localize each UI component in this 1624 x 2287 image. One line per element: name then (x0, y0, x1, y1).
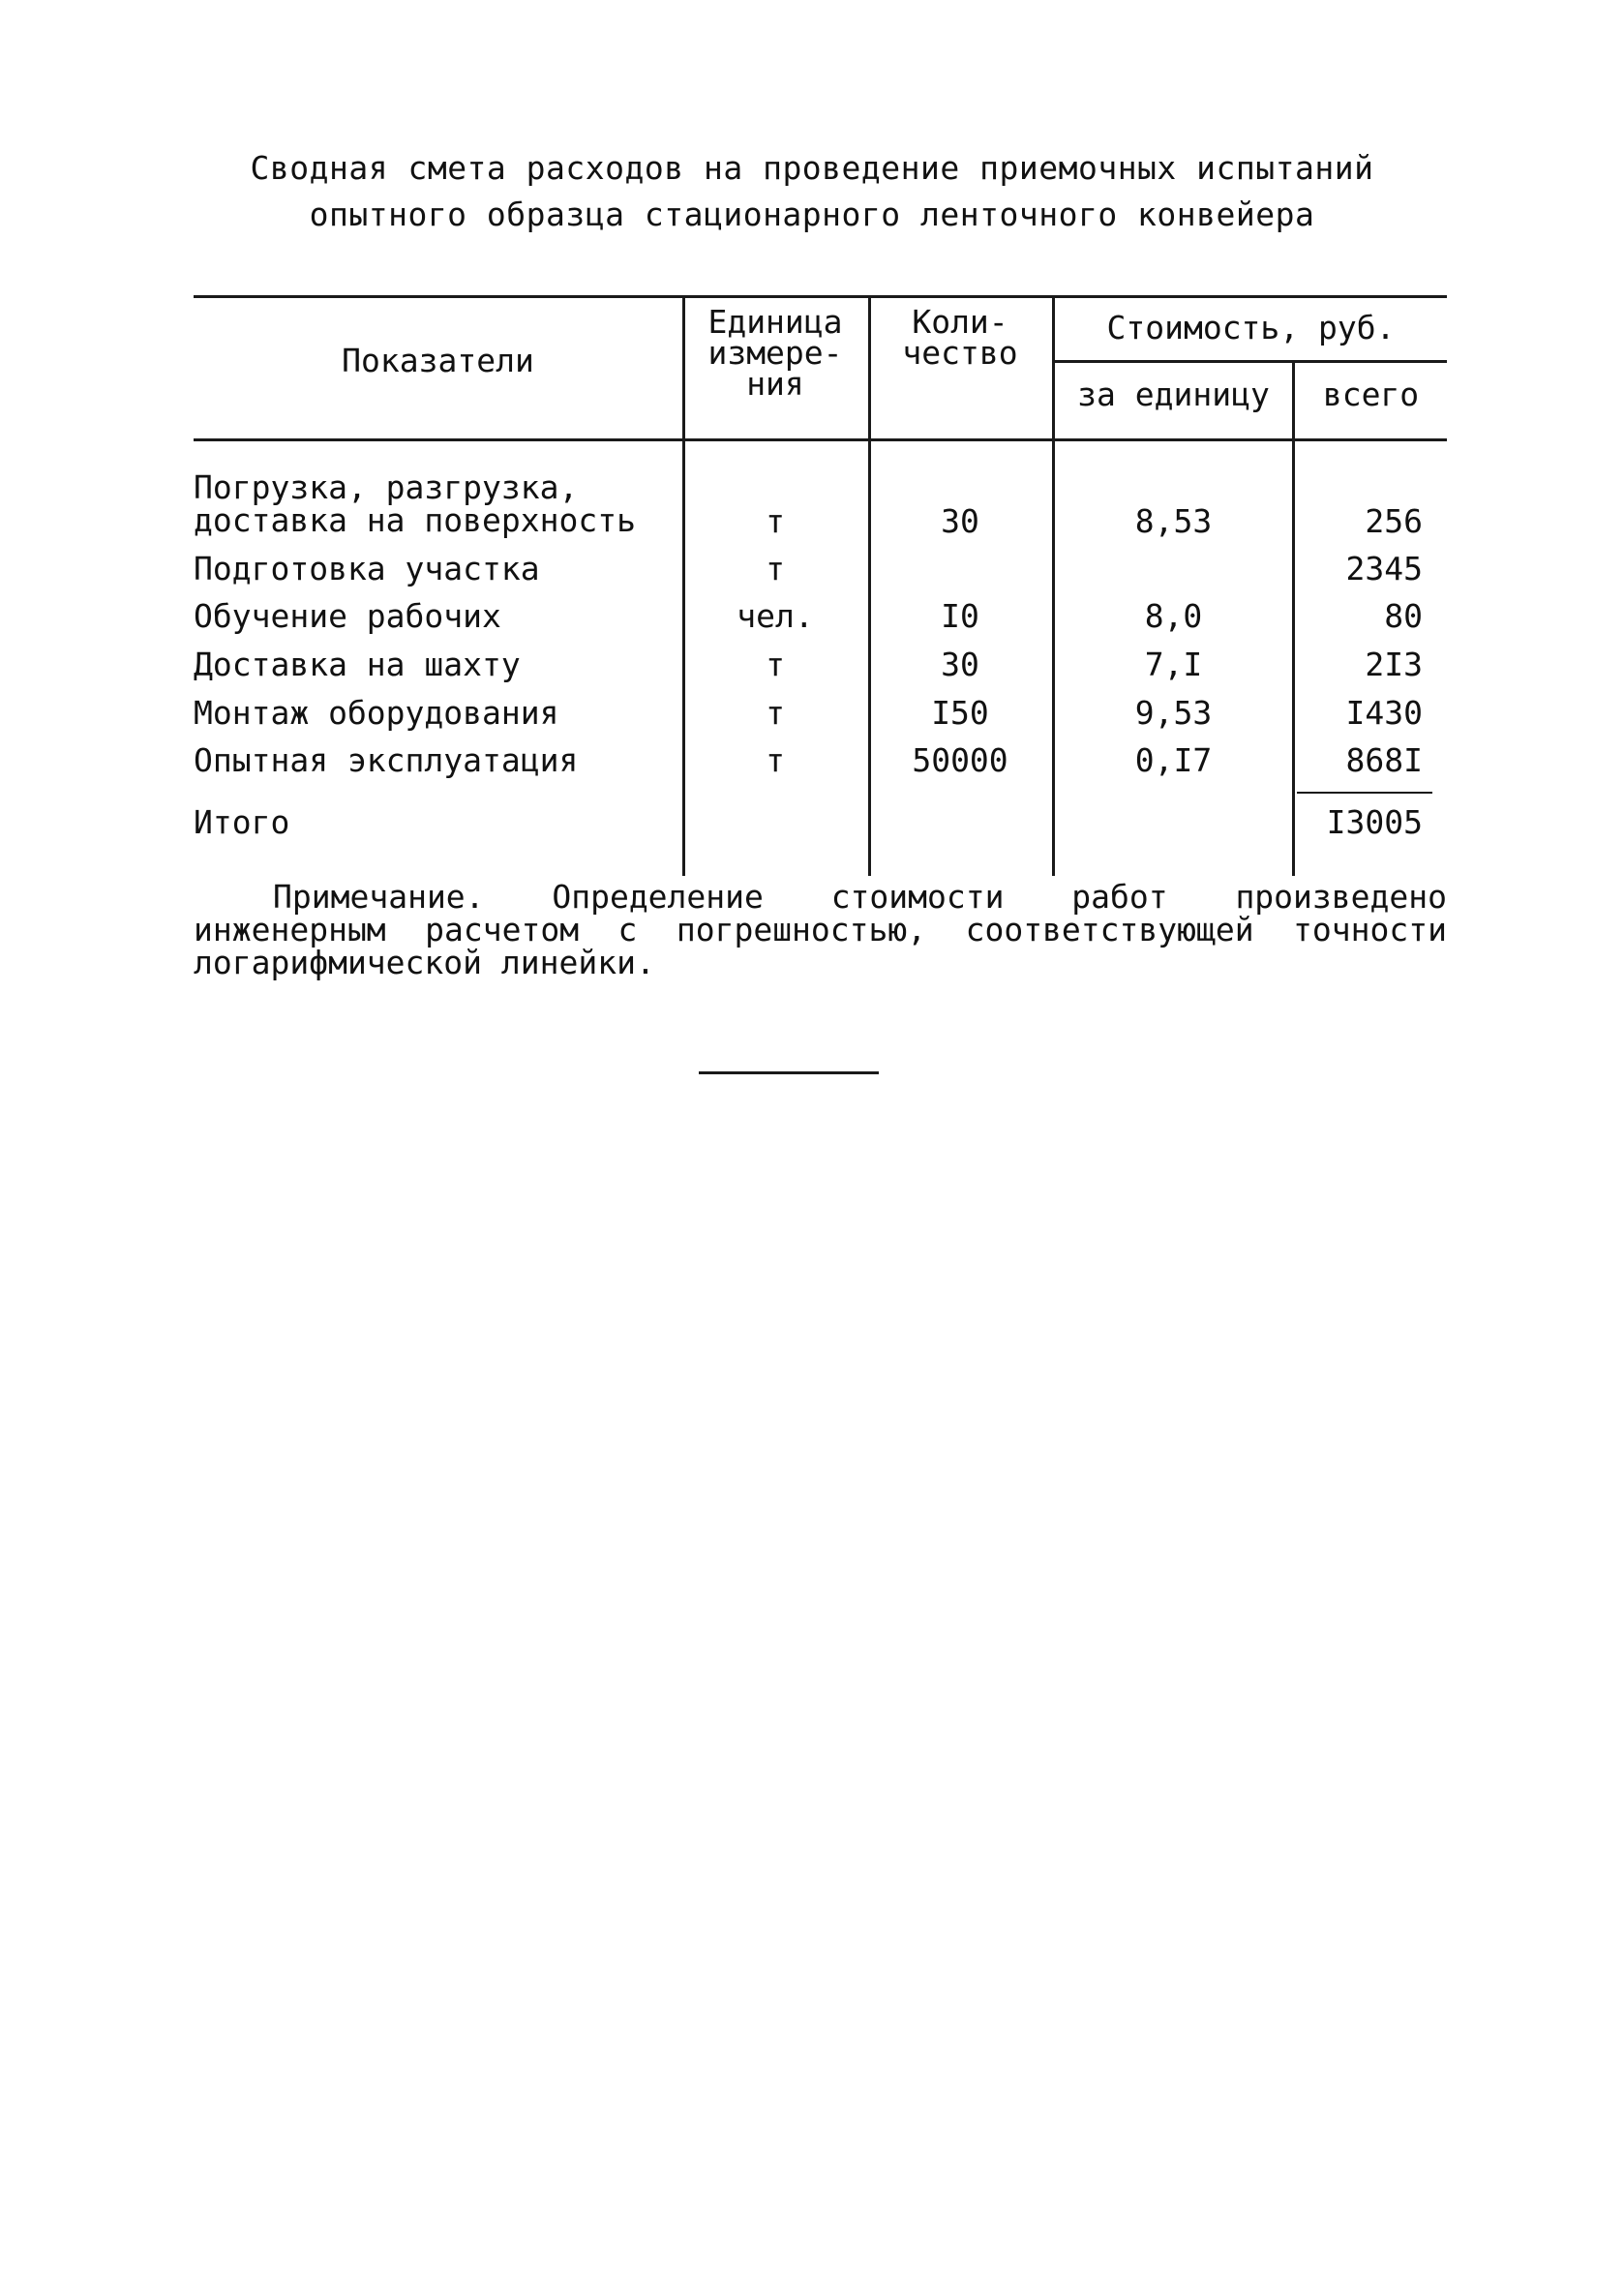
header-unit (682, 303, 868, 403)
total-sum-rule (1297, 792, 1432, 794)
document-title (0, 145, 1624, 238)
header-quantity-line-1: Коли- (912, 303, 1008, 341)
row-1-qty: 30 (941, 502, 979, 540)
row-4-name: Доставка на шахту (194, 646, 521, 683)
summary-label: Итого (194, 803, 290, 841)
row-3-total: 80 (1384, 597, 1423, 635)
row-5-price: 9,53 (1134, 694, 1213, 732)
row-6-price: 0,I7 (1134, 741, 1213, 779)
row-1-total: 256 (1365, 502, 1423, 540)
title-line-2: опытного образца стационарного ленточного конвейера (309, 196, 1315, 233)
footnote: Примечание. Определение стоимости работ произведено инженерным расчетом с погрешностью, соответствующей точности логарифмической линейки. (194, 878, 1447, 981)
header-per-unit: за единицу (1077, 376, 1270, 413)
end-rule (699, 1071, 879, 1074)
row-3-price: 8,0 (1144, 597, 1203, 635)
row-1-name-line-2: доставка на поверхность (194, 501, 636, 539)
row-6-qty: 50000 (912, 741, 1008, 779)
row-3-qty: I0 (941, 597, 979, 635)
header-unit-line-3: ния (746, 365, 804, 403)
header-unit-line-2: измере- (707, 334, 843, 372)
header-bottom-rule (194, 438, 1447, 441)
title-line-1: Сводная смета расходов на проведение приемочных испытаний (250, 149, 1374, 187)
row-4-qty: 30 (941, 646, 979, 683)
row-6-unit: т (766, 741, 785, 779)
row-1-name-line-1: Погрузка, разгрузка, (194, 468, 579, 506)
column-divider-2 (868, 295, 871, 876)
header-unit-line-1: Единица (707, 303, 843, 341)
header-total: всего (1322, 376, 1420, 413)
header-indicators: Показатели (342, 342, 534, 379)
row-1-price: 8,53 (1134, 502, 1213, 540)
row-6-name: Опытная эксплуатация (194, 741, 579, 779)
cost-subheader-rule (1055, 360, 1447, 363)
header-quantity (868, 303, 1052, 372)
row-3-unit: чел. (737, 597, 814, 635)
cost-estimate-table (194, 295, 1447, 876)
summary-total: I3005 (1326, 803, 1423, 841)
row-4-total: 2I3 (1365, 646, 1423, 683)
row-6-total: 868I (1345, 741, 1423, 779)
row-1-unit: т (766, 502, 785, 540)
row-5-unit: т (766, 694, 785, 732)
row-2-name: Подготовка участка (194, 550, 540, 587)
header-cost: Стоимость, руб. (1106, 309, 1396, 346)
table-top-rule (194, 295, 1447, 298)
row-5-total: I430 (1345, 694, 1423, 732)
row-4-unit: т (766, 646, 785, 683)
header-quantity-line-2: чество (902, 334, 1018, 372)
row-2-total: 2345 (1345, 550, 1423, 587)
row-3-name: Обучение рабочих (194, 597, 501, 635)
row-5-name: Монтаж оборудования (194, 694, 559, 732)
row-4-price: 7,I (1144, 646, 1203, 683)
row-1-name (194, 468, 636, 539)
row-5-qty: I50 (931, 694, 989, 732)
row-2-unit: т (766, 550, 785, 587)
